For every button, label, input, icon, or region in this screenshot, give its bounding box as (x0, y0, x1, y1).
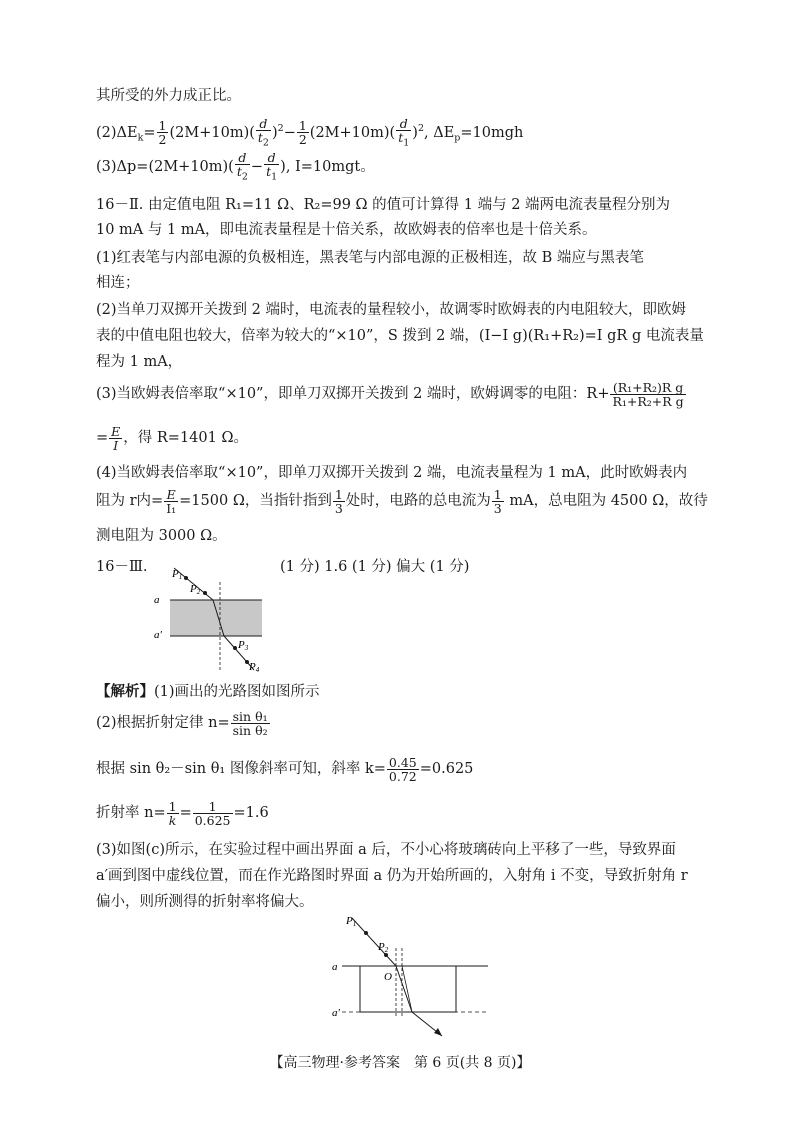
text-line: 其所受的外力成正比。 (96, 88, 241, 104)
label-a2: a′ (154, 629, 162, 641)
text-line: (2)当单刀双掷开关拨到 2 端时，电流表的量程较小，故调零时欧姆表的内电阻较大，即欧姆 (96, 302, 686, 318)
fraction: $\frac{0.45}{0.72}$ (388, 754, 417, 784)
label-o: O (384, 971, 392, 983)
label-a2: a′ (332, 1007, 340, 1019)
text-line: 16－Ⅱ. 由定值电阻 R₁=11 Ω、R₂=99 Ω 的值可计算得 1 端与 2 端两电流表量程分别为 (96, 197, 671, 213)
text-line: 偏小，则所测得的折射率将偏大。 (96, 894, 314, 910)
text-line: 表的中值电阻也较大，倍率为较大的“×10”，S 拨到 2 端，(I−I g)(R₁+R₂)=I gR g 电流表量 (96, 328, 704, 344)
label-p1: P1 (346, 915, 357, 928)
arrow-head-icon (434, 1028, 442, 1036)
label-a: a (154, 594, 160, 606)
fraction: $\frac{\text{(R₁+R₂)R g}}{\text{R₁+R₂+R g}}$ (612, 379, 684, 409)
analysis-line: 【解析】(1)画出的光路图如图所示 (96, 683, 320, 700)
pin-p1 (184, 576, 188, 580)
fraction: $\frac{1}{2}$ (298, 118, 307, 148)
label-p4: P4 (249, 661, 260, 674)
fraction: $\frac{1}{2}$ (158, 118, 167, 148)
glass-block-outline (360, 966, 456, 1012)
label-p2: P2 (378, 941, 389, 954)
fraction: $\frac{E}{I}$ (111, 423, 121, 453)
text-line: (1)红表笔与内部电源的负极相连，黑表笔与内部电源的正极相连，故 B 端应与黑表笔 (96, 250, 644, 266)
answer-scores: (1 分) 1.6 (1 分) 偏大 (1 分) (280, 559, 470, 575)
label-p2: P2 (190, 583, 201, 596)
momentum-equation: (3)Δp=(2M+10m)( $\frac{d}{t_2}$ − $\frac{d}{t_1}$ ), I=10mgt。 (96, 149, 375, 183)
text-line: 相连； (96, 275, 140, 291)
refracted-ray (396, 966, 412, 1012)
fraction: $\frac{d}{t_2}$ (236, 149, 248, 183)
fraction: $\frac{1}{k}$ (168, 798, 177, 828)
fraction: $\frac{E}{\text{I₁}}$ (166, 486, 177, 516)
label-p3: P3 (238, 639, 249, 652)
text-line: 程为 1 mA， (96, 354, 183, 370)
zero-resistance-equation: (3)当欧姆表倍率取“×10”，即单刀双掷开关拨到 2 端时，欧姆调零的电阻：R+ $\frac{\text{(R₁+R₂)R g}}{\text{R₁+R₂+R g}}$ (96, 379, 684, 409)
fraction: $\frac{d}{t_2}$ (257, 115, 269, 149)
text-line: (3)如图(c)所示，在实验过程中画出界面 a 后，不小心将玻璃砖向上平移了一些，导致界面 (96, 842, 676, 858)
incident-ray (352, 918, 396, 966)
label-a: a (332, 961, 338, 973)
pin-p3 (233, 646, 237, 650)
fraction: $\frac{\text{sin θ₁}}{\text{sin θ₂}}$ (232, 708, 268, 738)
fraction: $\frac{1}{3}$ (493, 486, 502, 516)
refraction-law-line: (2)根据折射定律 n= $\frac{\text{sin θ₁}}{\text{sin θ₂}}$ (96, 708, 268, 738)
text-line: (4)当欧姆表倍率取“×10”，即单刀双掷开关拨到 2 端，电流表量程为 1 mA，此时欧姆表内 (96, 465, 688, 481)
question-label: 16－Ⅲ. (96, 559, 148, 575)
label-p1: P1 (172, 568, 183, 581)
text-line: 测电阻为 3000 Ω。 (96, 528, 227, 544)
light-path-figure-c (330, 908, 520, 1038)
text-line: a′画到图中虚线位置，而在作光路图时界面 a 仍为开始所画的，入射角 i 不变，导致折射角 r (96, 868, 688, 884)
fraction: $\frac{d}{t_1}$ (266, 149, 278, 183)
fraction: $\frac{1}{0.625}$ (194, 798, 231, 828)
light-path-figure-1 (150, 562, 290, 682)
text-line: 10 mA 与 1 mA，即电流表量程是十倍关系，故欧姆表的倍率也是十倍关系。 (96, 222, 597, 238)
pin-p2 (203, 591, 207, 595)
slope-line: 根据 sin θ₂－sin θ₁ 图像斜率可知，斜率 k= $\frac{0.45}{0.72}$ =0.625 (96, 754, 474, 784)
fraction: $\frac{d}{t_1}$ (398, 115, 410, 149)
energy-equation: $(2)\Delta E_k=$ $\frac{1}{2}$ (2M+10m)( $\frac{d}{t_2}$ )$^2$− $\frac{1}{2}$ (2M+10m)( $\frac{d}{t_1}$ )$^2$, $\Delta E_p=10mgh$ (96, 115, 524, 149)
pin-p1 (364, 931, 368, 935)
refractive-index-line: 折射率 n= $\frac{1}{k}$ = $\frac{1}{0.625}$ =1.6 (96, 798, 269, 828)
internal-resistance-line: 阻为 r内= $\frac{E}{\text{I₁}}$ =1500 Ω，当指针指到 $\frac{1}{3}$ 处时，电路的总电流为 $\frac{1}{3}$ mA，总电阻为 4500 Ω，故待 (96, 486, 708, 516)
analysis-label: 【解析】 (96, 683, 154, 700)
glass-block (170, 600, 262, 636)
result-line: = $\frac{E}{I}$ ，得 R=1401 Ω。 (96, 423, 248, 453)
fraction: $\frac{1}{3}$ (334, 486, 343, 516)
page-footer: 【高三物理·参考答案 第 6 页(共 8 页)】 (269, 1055, 531, 1071)
